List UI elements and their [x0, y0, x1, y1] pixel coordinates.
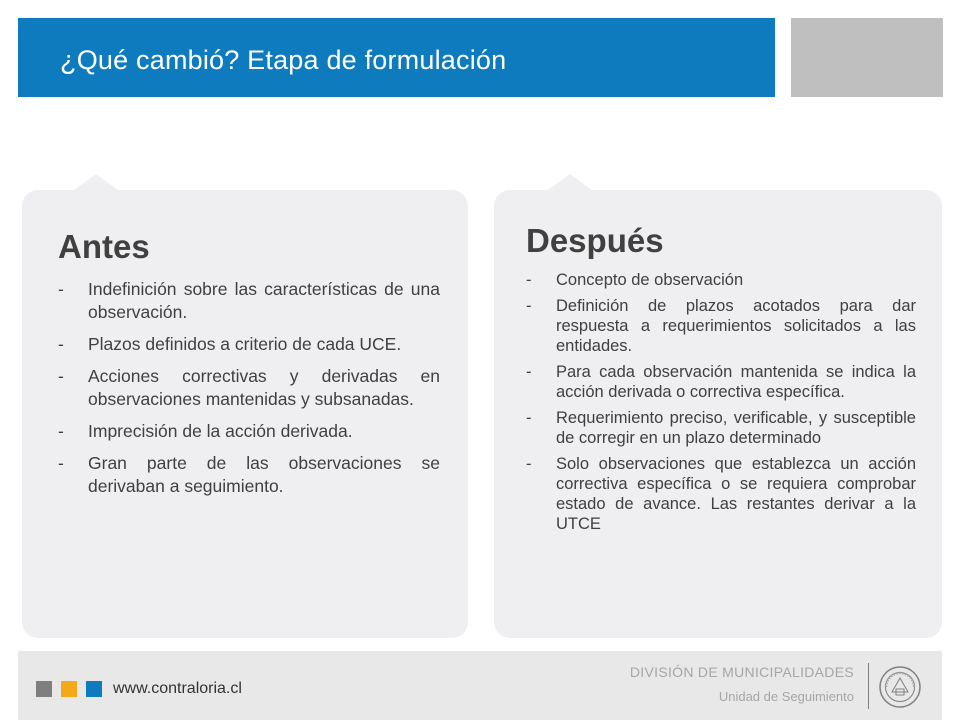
- after-item: [526, 270, 916, 290]
- after-item: [526, 296, 916, 356]
- before-item: [58, 420, 440, 443]
- footer-divider: [868, 663, 869, 709]
- before-panel: [22, 190, 468, 638]
- unit-label: Unidad de Seguimiento: [718, 689, 854, 704]
- before-item: [58, 333, 440, 356]
- orange-square-icon: [61, 681, 77, 697]
- before-item-text: Plazos definidos a criterio de cada UCE.: [88, 334, 402, 354]
- header-gray-block: [791, 18, 943, 97]
- bullet-dash: -: [58, 334, 64, 354]
- after-item-text: Para cada observación mantenida se indica la acción derivada o correctiva específica.: [556, 363, 916, 401]
- bullet-dash: -: [526, 297, 532, 315]
- before-item: [58, 365, 440, 411]
- website-link[interactable]: www.contraloria.cl: [113, 680, 242, 697]
- gray-square-icon: [36, 681, 52, 697]
- after-heading: Después: [526, 222, 664, 259]
- bullet-dash: -: [58, 279, 64, 299]
- after-item: [526, 362, 916, 402]
- after-item: [526, 454, 916, 534]
- before-item-text: Acciones correctivas y derivadas en observaciones mantenidas y subsanadas.: [88, 366, 440, 409]
- bullet-dash: -: [58, 421, 64, 441]
- before-panel-pointer: [74, 174, 118, 190]
- before-item-text: Gran parte de las observaciones se derivaban a seguimiento.: [88, 453, 440, 496]
- after-item-text: Requerimiento preciso, verificable, y susceptible de corregir en un plazo determinado: [556, 409, 916, 447]
- after-item-text: Definición de plazos acotados para dar respuesta a requerimientos solicitados a las entidades.: [556, 297, 916, 355]
- before-item: [58, 452, 440, 498]
- after-item-text: Concepto de observación: [556, 271, 744, 289]
- before-item-text: Imprecisión de la acción derivada.: [88, 421, 353, 441]
- bullet-dash: -: [526, 271, 532, 289]
- slide-title: ¿Qué cambió? Etapa de formulación: [60, 45, 507, 75]
- before-heading: Antes: [58, 228, 150, 265]
- bullet-dash: -: [526, 363, 532, 381]
- before-item-text: Indefinición sobre las características de una observación.: [88, 279, 440, 322]
- before-list: [58, 278, 440, 507]
- footer: [18, 651, 942, 720]
- title-bar: [18, 18, 775, 97]
- bullet-dash: -: [526, 409, 532, 427]
- blue-square-icon: [86, 681, 102, 697]
- after-item-text: Solo observaciones que establezca un acción correctiva específica o se requiera comprobar estado de avance. Las restantes derivar a la UTCE: [556, 455, 916, 533]
- contraloria-seal-icon: [878, 665, 922, 709]
- before-item: [58, 278, 440, 324]
- division-label: DIVISIÓN DE MUNICIPALIDADES: [629, 664, 854, 680]
- bullet-dash: -: [58, 453, 64, 473]
- after-item: [526, 408, 916, 448]
- after-list: [526, 270, 916, 540]
- after-panel-pointer: [548, 174, 592, 190]
- after-panel: [494, 190, 942, 638]
- bullet-dash: -: [526, 455, 532, 473]
- bullet-dash: -: [58, 366, 64, 386]
